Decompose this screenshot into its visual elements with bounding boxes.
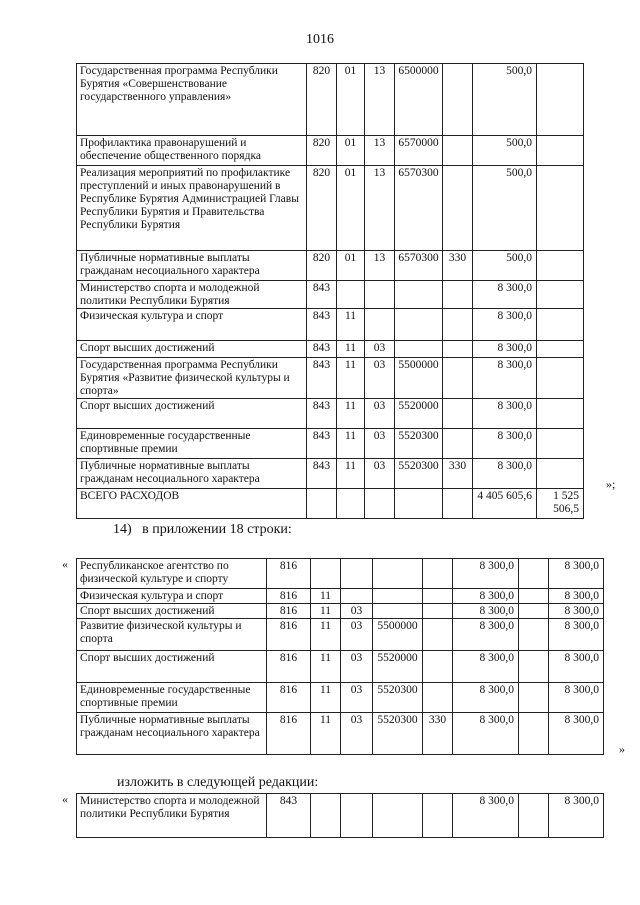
row-target-article: 6570300 [395, 251, 443, 281]
expenses-table-1 [76, 63, 584, 519]
row-target-article: 5520300 [395, 429, 443, 459]
table-row [77, 341, 584, 358]
row-empty-cell [519, 713, 549, 755]
table-row [77, 64, 584, 136]
row-section [337, 281, 365, 309]
row-sum-2 [537, 136, 584, 166]
row-subsection: 03 [341, 651, 373, 683]
table3-open-mark: « [62, 792, 68, 806]
row-subsection: 03 [341, 683, 373, 713]
row-section: 01 [337, 166, 365, 251]
expenses-table-3 [76, 793, 604, 838]
row-subsection: 03 [341, 619, 373, 651]
table-row [77, 309, 584, 341]
total-empty-cell [395, 489, 443, 519]
row-section: 01 [337, 251, 365, 281]
row-target-article [395, 309, 443, 341]
row-sum-1: 8 300,0 [453, 794, 519, 838]
row-grbs: 816 [267, 683, 311, 713]
table-row [77, 429, 584, 459]
section-14-heading: 14) в приложении 18 строки: [113, 522, 292, 537]
row-grbs: 843 [307, 309, 337, 341]
row-sum-2: 8 300,0 [549, 559, 604, 589]
row-section: 11 [311, 619, 341, 651]
row-sum-2: 8 300,0 [549, 683, 604, 713]
new-edition-heading: изложить в следующей редакции: [117, 775, 319, 790]
row-sum-2 [537, 399, 584, 429]
row-expense-type: 330 [443, 459, 473, 489]
table-row [77, 136, 584, 166]
row-name: Профилактика правонарушений и обеспечение общественного порядка [77, 136, 307, 166]
row-expense-type [443, 399, 473, 429]
row-name: Единовременные государственные спортивные премии [77, 429, 307, 459]
row-sum-2: 8 300,0 [549, 713, 604, 755]
total-sum-1: 4 405 605,6 [473, 489, 537, 519]
row-subsection: 03 [365, 341, 395, 358]
row-subsection [365, 281, 395, 309]
row-subsection [341, 559, 373, 589]
row-subsection: 03 [365, 459, 395, 489]
row-target-article: 5520300 [373, 713, 423, 755]
row-section: 11 [311, 604, 341, 619]
row-grbs: 816 [267, 589, 311, 604]
row-expense-type [423, 794, 453, 838]
row-grbs: 843 [307, 459, 337, 489]
row-sum-2 [537, 64, 584, 136]
row-name: Республиканское агентство по физической культуре и спорту [77, 559, 267, 589]
table-row [77, 281, 584, 309]
row-sum-1: 8 300,0 [453, 604, 519, 619]
row-sum-1: 8 300,0 [453, 651, 519, 683]
row-sum-1: 8 300,0 [453, 559, 519, 589]
table-row [77, 251, 584, 281]
table-row [77, 358, 584, 399]
row-expense-type [423, 683, 453, 713]
row-section [311, 559, 341, 589]
row-grbs: 820 [307, 251, 337, 281]
row-subsection [341, 589, 373, 604]
row-grbs: 820 [307, 166, 337, 251]
row-subsection: 13 [365, 251, 395, 281]
row-sum-2 [537, 459, 584, 489]
row-sum-1: 8 300,0 [473, 459, 537, 489]
row-name: Министерство спорта и молодежной политики Республики Бурятия [77, 281, 307, 309]
row-grbs: 820 [307, 64, 337, 136]
row-target-article [395, 281, 443, 309]
row-sum-2 [537, 341, 584, 358]
row-empty-cell [519, 589, 549, 604]
total-empty-cell [337, 489, 365, 519]
row-name: Публичные нормативные выплаты гражданам несоциального характера [77, 713, 267, 755]
row-sum-1: 8 300,0 [473, 399, 537, 429]
row-grbs: 816 [267, 651, 311, 683]
row-section: 11 [311, 589, 341, 604]
total-row [77, 489, 584, 519]
row-sum-2 [537, 358, 584, 399]
row-expense-type [443, 64, 473, 136]
row-sum-2: 8 300,0 [549, 794, 604, 838]
row-target-article: 5500000 [395, 358, 443, 399]
row-target-article [373, 559, 423, 589]
row-sum-2 [537, 166, 584, 251]
row-sum-1: 8 300,0 [473, 309, 537, 341]
row-grbs: 816 [267, 619, 311, 651]
row-name: Публичные нормативные выплаты гражданам несоциального характера [77, 459, 307, 489]
row-sum-1: 8 300,0 [453, 713, 519, 755]
row-section: 11 [337, 459, 365, 489]
row-expense-type [443, 341, 473, 358]
row-target-article: 6570000 [395, 136, 443, 166]
row-target-article: 6570300 [395, 166, 443, 251]
row-section: 11 [311, 683, 341, 713]
row-section: 11 [337, 429, 365, 459]
row-sum-2: 8 300,0 [549, 589, 604, 604]
row-sum-2: 8 300,0 [549, 651, 604, 683]
table-row [77, 559, 604, 589]
row-sum-1: 500,0 [473, 166, 537, 251]
row-expense-type [443, 166, 473, 251]
row-sum-1: 8 300,0 [453, 619, 519, 651]
row-subsection: 03 [365, 429, 395, 459]
row-expense-type [423, 559, 453, 589]
row-sum-2 [537, 309, 584, 341]
row-subsection: 03 [341, 713, 373, 755]
row-sum-2 [537, 251, 584, 281]
row-section [311, 794, 341, 838]
table-row [77, 651, 604, 683]
row-subsection: 13 [365, 64, 395, 136]
row-sum-1: 8 300,0 [473, 358, 537, 399]
table-row [77, 459, 584, 489]
row-name: Физическая культура и спорт [77, 309, 307, 341]
total-empty-cell [365, 489, 395, 519]
row-section: 01 [337, 64, 365, 136]
row-name: Государственная программа Республики Бурятия «Развитие физической культуры и спорта» [77, 358, 307, 399]
row-expense-type [423, 651, 453, 683]
row-expense-type [443, 136, 473, 166]
row-sum-1: 8 300,0 [453, 589, 519, 604]
row-expense-type [443, 309, 473, 341]
row-sum-1: 8 300,0 [473, 341, 537, 358]
row-name: Единовременные государственные спортивные премии [77, 683, 267, 713]
total-empty-cell [307, 489, 337, 519]
row-subsection [341, 794, 373, 838]
row-section: 11 [337, 309, 365, 341]
row-grbs: 816 [267, 604, 311, 619]
row-sum-2: 8 300,0 [549, 619, 604, 651]
row-target-article [373, 604, 423, 619]
row-sum-1: 8 300,0 [473, 429, 537, 459]
row-sum-1: 500,0 [473, 251, 537, 281]
row-target-article: 5520000 [373, 651, 423, 683]
total-sum-2: 1 525 506,5 [537, 489, 584, 519]
row-subsection: 13 [365, 136, 395, 166]
row-grbs: 820 [307, 136, 337, 166]
table-row [77, 604, 604, 619]
table-row [77, 589, 604, 604]
row-name: Реализация мероприятий по профилактике преступлений и иных правонарушений в Республике Бурятия Администрацией Главы Республики Бурятия и Правительства Республики Бурятия [77, 166, 307, 251]
row-subsection: 13 [365, 166, 395, 251]
row-sum-1: 8 300,0 [453, 683, 519, 713]
row-target-article: 5500000 [373, 619, 423, 651]
table-row [77, 166, 584, 251]
row-target-article [373, 589, 423, 604]
row-target-article: 5520300 [395, 459, 443, 489]
row-grbs: 843 [307, 341, 337, 358]
row-empty-cell [519, 559, 549, 589]
row-section: 11 [337, 341, 365, 358]
row-empty-cell [519, 683, 549, 713]
table-row [77, 713, 604, 755]
row-grbs: 843 [307, 358, 337, 399]
row-grbs: 816 [267, 713, 311, 755]
row-section: 11 [311, 713, 341, 755]
row-sum-2 [537, 281, 584, 309]
row-target-article: 5520000 [395, 399, 443, 429]
table-row [77, 399, 584, 429]
row-subsection: 03 [341, 604, 373, 619]
row-target-article: 5520300 [373, 683, 423, 713]
row-name: Развитие физической культуры и спорта [77, 619, 267, 651]
row-grbs: 843 [307, 281, 337, 309]
row-grbs: 816 [267, 559, 311, 589]
row-name: Спорт высших достижений [77, 399, 307, 429]
expenses-table-2 [76, 558, 604, 755]
row-empty-cell [519, 604, 549, 619]
row-target-article [395, 341, 443, 358]
table2-open-mark: « [62, 557, 68, 571]
row-subsection: 03 [365, 399, 395, 429]
page-number: 1016 [306, 32, 334, 47]
row-target-article: 6500000 [395, 64, 443, 136]
row-expense-type [423, 604, 453, 619]
table-row [77, 683, 604, 713]
row-expense-type: 330 [423, 713, 453, 755]
row-grbs: 843 [307, 429, 337, 459]
row-name: Спорт высших достижений [77, 651, 267, 683]
row-section: 01 [337, 136, 365, 166]
row-sum-2 [537, 429, 584, 459]
row-subsection [365, 309, 395, 341]
row-grbs: 843 [307, 399, 337, 429]
row-empty-cell [519, 619, 549, 651]
row-name: Министерство спорта и молодежной политики Республики Бурятия [77, 794, 267, 838]
row-expense-type: 330 [443, 251, 473, 281]
row-name: Государственная программа Республики Бурятия «Совершенствование государственного управления» [77, 64, 307, 136]
row-sum-1: 500,0 [473, 136, 537, 166]
row-section: 11 [311, 651, 341, 683]
row-grbs: 843 [267, 794, 311, 838]
row-expense-type [443, 281, 473, 309]
row-section: 11 [337, 399, 365, 429]
row-name: Физическая культура и спорт [77, 589, 267, 604]
row-expense-type [443, 358, 473, 399]
row-name: Спорт высших достижений [77, 341, 307, 358]
table-row [77, 794, 604, 838]
row-empty-cell [519, 794, 549, 838]
row-expense-type [443, 429, 473, 459]
row-sum-1: 8 300,0 [473, 281, 537, 309]
row-sum-2: 8 300,0 [549, 604, 604, 619]
row-sum-1: 500,0 [473, 64, 537, 136]
row-expense-type [423, 589, 453, 604]
row-target-article [373, 794, 423, 838]
table2-close-mark: » [619, 742, 625, 756]
total-label: ВСЕГО РАСХОДОВ [77, 489, 307, 519]
row-name: Публичные нормативные выплаты гражданам несоциального характера [77, 251, 307, 281]
table-row [77, 619, 604, 651]
row-name: Спорт высших достижений [77, 604, 267, 619]
row-subsection: 03 [365, 358, 395, 399]
row-expense-type [423, 619, 453, 651]
total-empty-cell [443, 489, 473, 519]
table1-close-mark: »; [606, 477, 616, 491]
row-section: 11 [337, 358, 365, 399]
row-empty-cell [519, 651, 549, 683]
